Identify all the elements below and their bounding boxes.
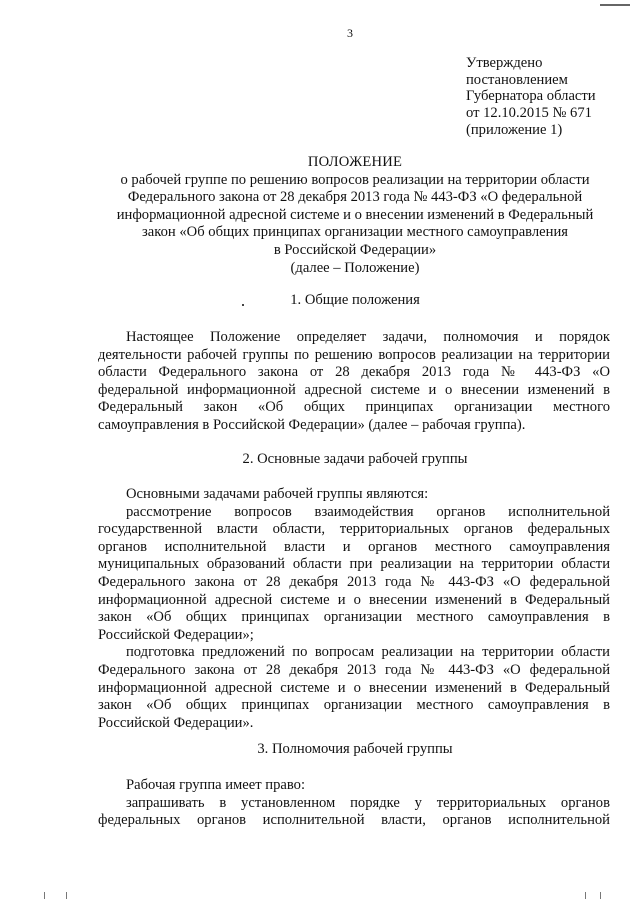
text-line: федеральных органов исполнительной власти, органов исполнительной	[98, 812, 610, 829]
section-heading-2: 2. Основные задачи рабочей группы	[242, 451, 468, 467]
text-line: рассмотрение вопросов взаимодействия органов исполнительной	[126, 503, 610, 520]
section-3-body	[98, 777, 610, 830]
section-2-intro: Основными задачами рабочей группы являются:	[126, 486, 429, 502]
text-line: деятельности рабочей группы по решению вопросов реализации на территории	[98, 346, 610, 363]
text-line: Настоящее Положение определяет задачи, полномочия и порядок	[126, 329, 610, 345]
title-line: в Российской Федерации»	[273, 241, 437, 258]
approval-line: Утверждено	[466, 55, 543, 71]
document-title	[90, 154, 620, 277]
text-line: Федеральный закон «Об общих принципах организации местного	[98, 399, 610, 416]
text-line: муниципальных образований области при реализации на территории области	[98, 556, 610, 573]
title-heading: ПОЛОЖЕНИЕ	[307, 154, 403, 170]
title-line: Федерального закона от 28 декабря 2013 года № 443-ФЗ «О федеральной	[127, 189, 583, 206]
text-line: запрашивать в установленном порядке у территориальных органов	[126, 794, 610, 811]
text-line: закон «Об общих принципах организации местного самоуправления в	[98, 609, 610, 626]
text-line: государственной власти области, территориальных органов федеральных	[98, 521, 610, 538]
text-line: закон «Об общих принципах организации местного самоуправления в	[98, 697, 610, 714]
approval-line: от 12.10.2015 № 671	[466, 105, 592, 122]
approval-line: Губернатора области	[466, 88, 596, 105]
section-2-body	[98, 486, 610, 732]
text-line: федеральной информационной адресной системе и о внесении изменений в	[98, 381, 610, 398]
text-line: Российской Федерации»;	[98, 626, 254, 643]
title-line: закон «Об общих принципах организации местного самоуправления	[142, 224, 568, 241]
section-heading-3: 3. Полномочия рабочей группы	[257, 741, 453, 757]
text-line: самоуправления в Российской Федерации» (далее – рабочая группа).	[98, 416, 526, 433]
title-line: о рабочей группе по решению вопросов реализации на территории области	[120, 171, 590, 188]
text-line: органов исполнительной власти и органов местного самоуправления	[98, 538, 610, 555]
scan-edge-mark	[600, 4, 630, 6]
text-line: Федерального закона от 28 декабря 2013 года № 443-ФЗ «О федеральной	[98, 573, 610, 590]
text-line: информационной адресной системе и о внесении изменений в Федеральный	[98, 591, 610, 608]
section-heading-1: 1. Общие положения	[290, 292, 420, 308]
scan-edge-mark	[44, 892, 45, 899]
text-line: подготовка предложений по вопросам реализации на территории области	[126, 644, 610, 661]
title-line: информационной адресной системе и о внесении изменений в Федеральный	[116, 206, 594, 223]
scan-edge-mark	[66, 892, 67, 899]
approval-stamp	[466, 55, 636, 139]
scan-edge-mark	[585, 892, 586, 899]
approval-line: (приложение 1)	[466, 121, 563, 138]
text-line: информационной адресной системе и о внесении изменений в Федеральный	[98, 679, 610, 696]
page-number: 3	[347, 26, 353, 40]
scan-edge-mark	[600, 892, 601, 899]
section-1-paragraph	[98, 329, 610, 435]
approval-line: постановлением	[466, 71, 568, 88]
text-line: Российской Федерации».	[98, 714, 254, 731]
text-line: Федерального закона от 28 декабря 2013 года № 443-ФЗ «О федеральной	[98, 661, 610, 678]
section-3-intro: Рабочая группа имеет право:	[126, 777, 306, 793]
title-line: (далее – Положение)	[290, 259, 420, 276]
text-line: области Федерального закона от 28 декабря 2013 года № 443-ФЗ «О	[98, 364, 610, 381]
